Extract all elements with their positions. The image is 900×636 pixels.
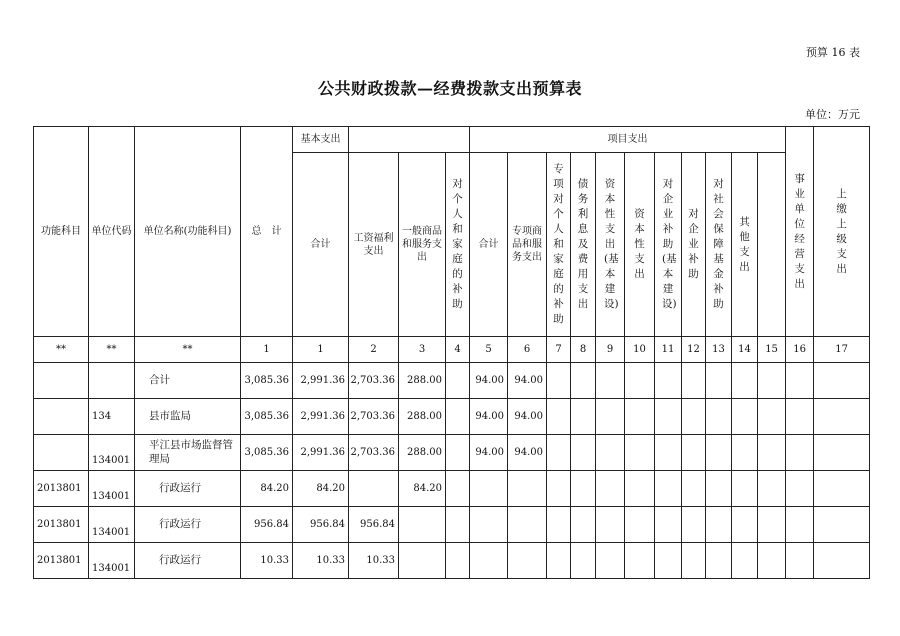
cell-personal bbox=[446, 435, 470, 471]
empty-cell bbox=[571, 507, 596, 543]
index-cell: 12 bbox=[682, 337, 706, 363]
cell-name: 合计 bbox=[135, 363, 241, 399]
cell-goods bbox=[399, 507, 446, 543]
empty-cell bbox=[758, 543, 786, 579]
form-number: 预算 16 表 bbox=[806, 46, 860, 59]
index-cell: 1 bbox=[241, 337, 293, 363]
empty-cell bbox=[571, 471, 596, 507]
cell-name: 行政运行 bbox=[135, 471, 241, 507]
header-basic-blank bbox=[349, 127, 470, 153]
cell-name: 平江县市场监督管理局 bbox=[135, 435, 241, 471]
header-social: 对社会保障基金补助 bbox=[706, 153, 732, 337]
index-cell: 4 bbox=[446, 337, 470, 363]
cell-proj: 94.00 bbox=[470, 399, 508, 435]
header-enterprise-basic: 对企业补助(基本建设) bbox=[655, 153, 682, 337]
empty-cell bbox=[706, 399, 732, 435]
empty-cell bbox=[732, 543, 758, 579]
empty-cell bbox=[786, 435, 814, 471]
cell-wages: 2,703.36 bbox=[349, 435, 399, 471]
header-enterprise: 对企业补助 bbox=[682, 153, 706, 337]
empty-cell bbox=[682, 399, 706, 435]
header-unit-name: 单位名称(功能科目) bbox=[135, 127, 241, 337]
header-basic: 基本支出 bbox=[293, 127, 349, 153]
table-body bbox=[34, 363, 870, 579]
budget-table bbox=[33, 126, 870, 579]
empty-cell bbox=[625, 399, 655, 435]
index-cell: 2 bbox=[349, 337, 399, 363]
table-row bbox=[34, 435, 870, 471]
cell-personal bbox=[446, 363, 470, 399]
cell-goods: 288.00 bbox=[399, 399, 446, 435]
empty-cell bbox=[814, 363, 870, 399]
cell-name: 县市监局 bbox=[135, 399, 241, 435]
empty-cell bbox=[571, 363, 596, 399]
table-row bbox=[34, 399, 870, 435]
empty-cell bbox=[814, 507, 870, 543]
index-cell: 5 bbox=[470, 337, 508, 363]
empty-cell bbox=[814, 543, 870, 579]
cell-personal bbox=[446, 471, 470, 507]
cell-proj: 94.00 bbox=[470, 435, 508, 471]
cell-total: 3,085.36 bbox=[241, 435, 293, 471]
empty-cell bbox=[732, 399, 758, 435]
empty-cell bbox=[596, 435, 625, 471]
empty-cell bbox=[682, 543, 706, 579]
cell-personal bbox=[446, 399, 470, 435]
empty-cell bbox=[682, 507, 706, 543]
empty-cell bbox=[547, 435, 571, 471]
empty-cell bbox=[625, 363, 655, 399]
empty-cell bbox=[814, 435, 870, 471]
header-debt: 债务利息及费用支出 bbox=[571, 153, 596, 337]
index-cell: 6 bbox=[508, 337, 547, 363]
empty-cell bbox=[596, 399, 625, 435]
header-business: 事业单位经营支出 bbox=[786, 127, 814, 337]
page-title: 公共财政拨款—经费拨款支出预算表 bbox=[317, 79, 582, 98]
empty-cell bbox=[655, 543, 682, 579]
header-personal: 对个人和家庭的补助 bbox=[446, 153, 470, 337]
header-func: 功能科目 bbox=[34, 127, 89, 337]
empty-cell bbox=[814, 471, 870, 507]
cell-name: 行政运行 bbox=[135, 543, 241, 579]
cell-wages: 2,703.36 bbox=[349, 363, 399, 399]
empty-cell bbox=[706, 543, 732, 579]
header-unit-code: 单位代码 bbox=[89, 127, 135, 337]
cell-code: 134001 bbox=[89, 435, 135, 471]
cell-name: 行政运行 bbox=[135, 507, 241, 543]
index-cell: ** bbox=[89, 337, 135, 363]
empty-cell bbox=[706, 471, 732, 507]
empty-cell bbox=[786, 507, 814, 543]
empty-cell bbox=[547, 543, 571, 579]
index-cell: ** bbox=[135, 337, 241, 363]
empty-cell bbox=[571, 399, 596, 435]
empty-cell bbox=[758, 435, 786, 471]
cell-code: 134 bbox=[89, 399, 135, 435]
cell-proj bbox=[470, 471, 508, 507]
header-wages: 工资福利支出 bbox=[349, 153, 399, 337]
empty-cell bbox=[655, 471, 682, 507]
header-proj-personal: 专项对个人和家庭的补助 bbox=[547, 153, 571, 337]
cell-func bbox=[34, 363, 89, 399]
cell-proj-goods: 94.00 bbox=[508, 435, 547, 471]
index-cell: 10 bbox=[625, 337, 655, 363]
empty-cell bbox=[786, 543, 814, 579]
empty-cell bbox=[758, 363, 786, 399]
cell-basic: 956.84 bbox=[293, 507, 349, 543]
empty-cell bbox=[655, 435, 682, 471]
index-row bbox=[34, 337, 870, 363]
empty-cell bbox=[625, 471, 655, 507]
cell-proj: 94.00 bbox=[470, 363, 508, 399]
empty-cell bbox=[625, 543, 655, 579]
index-cell: ** bbox=[34, 337, 89, 363]
cell-basic: 2,991.36 bbox=[293, 363, 349, 399]
empty-cell bbox=[547, 471, 571, 507]
cell-func bbox=[34, 435, 89, 471]
empty-cell bbox=[625, 435, 655, 471]
empty-cell bbox=[814, 399, 870, 435]
empty-cell bbox=[758, 471, 786, 507]
cell-personal bbox=[446, 507, 470, 543]
empty-cell bbox=[547, 399, 571, 435]
header-capital: 资本性支出 bbox=[625, 153, 655, 337]
cell-wages: 10.33 bbox=[349, 543, 399, 579]
empty-cell bbox=[786, 471, 814, 507]
index-cell: 16 bbox=[786, 337, 814, 363]
cell-wages: 956.84 bbox=[349, 507, 399, 543]
header-total: 总 计 bbox=[241, 127, 293, 337]
cell-func bbox=[34, 399, 89, 435]
empty-cell bbox=[732, 363, 758, 399]
header-other: 其他支出 bbox=[732, 153, 758, 337]
empty-cell bbox=[596, 543, 625, 579]
empty-cell bbox=[706, 507, 732, 543]
index-cell: 14 bbox=[732, 337, 758, 363]
index-cell: 7 bbox=[547, 337, 571, 363]
header-proj-goods: 专项商品和服务支出 bbox=[508, 153, 547, 337]
cell-goods: 288.00 bbox=[399, 435, 446, 471]
cell-func: 2013801 bbox=[34, 543, 89, 579]
index-cell: 11 bbox=[655, 337, 682, 363]
cell-basic: 2,991.36 bbox=[293, 435, 349, 471]
cell-code: 134001 bbox=[89, 507, 135, 543]
empty-cell bbox=[682, 471, 706, 507]
empty-cell bbox=[547, 363, 571, 399]
header-upper: 上缴上级支出 bbox=[814, 127, 870, 337]
cell-code: 134001 bbox=[89, 471, 135, 507]
header-capital-basic: 资本性支出(基本建设) bbox=[596, 153, 625, 337]
index-cell: 1 bbox=[293, 337, 349, 363]
empty-cell bbox=[655, 507, 682, 543]
header-proj-total: 合计 bbox=[470, 153, 508, 337]
cell-total: 956.84 bbox=[241, 507, 293, 543]
cell-total: 84.20 bbox=[241, 471, 293, 507]
empty-cell bbox=[732, 435, 758, 471]
cell-basic: 10.33 bbox=[293, 543, 349, 579]
cell-proj bbox=[470, 543, 508, 579]
empty-cell bbox=[625, 507, 655, 543]
empty-cell bbox=[547, 507, 571, 543]
cell-proj-goods bbox=[508, 507, 547, 543]
cell-func: 2013801 bbox=[34, 507, 89, 543]
empty-cell bbox=[758, 507, 786, 543]
cell-basic: 84.20 bbox=[293, 471, 349, 507]
table-row bbox=[34, 507, 870, 543]
empty-cell bbox=[596, 363, 625, 399]
cell-total: 3,085.36 bbox=[241, 399, 293, 435]
empty-cell bbox=[758, 399, 786, 435]
empty-cell bbox=[655, 363, 682, 399]
cell-proj-goods: 94.00 bbox=[508, 363, 547, 399]
cell-wages bbox=[349, 471, 399, 507]
empty-cell bbox=[732, 507, 758, 543]
empty-cell bbox=[682, 435, 706, 471]
cell-proj-goods bbox=[508, 543, 547, 579]
empty-cell bbox=[596, 471, 625, 507]
cell-code: 134001 bbox=[89, 543, 135, 579]
empty-cell bbox=[571, 543, 596, 579]
cell-goods: 84.20 bbox=[399, 471, 446, 507]
header-project: 项目支出 bbox=[470, 127, 786, 153]
empty-cell bbox=[596, 507, 625, 543]
unit-label: 单位：万元 bbox=[805, 108, 860, 121]
empty-cell bbox=[786, 399, 814, 435]
empty-cell bbox=[682, 363, 706, 399]
empty-cell bbox=[655, 399, 682, 435]
table-row bbox=[34, 543, 870, 579]
table-row bbox=[34, 471, 870, 507]
cell-proj-goods: 94.00 bbox=[508, 399, 547, 435]
empty-cell bbox=[706, 363, 732, 399]
cell-wages: 2,703.36 bbox=[349, 399, 399, 435]
index-cell: 17 bbox=[814, 337, 870, 363]
table-row bbox=[34, 363, 870, 399]
index-cell: 9 bbox=[596, 337, 625, 363]
index-cell: 13 bbox=[706, 337, 732, 363]
index-cell: 8 bbox=[571, 337, 596, 363]
cell-code bbox=[89, 363, 135, 399]
cell-func: 2013801 bbox=[34, 471, 89, 507]
header-basic-total: 合计 bbox=[293, 153, 349, 337]
empty-cell bbox=[732, 471, 758, 507]
index-cell: 15 bbox=[758, 337, 786, 363]
empty-cell bbox=[706, 435, 732, 471]
empty-cell bbox=[786, 363, 814, 399]
header-goods: 一般商品和服务支出 bbox=[399, 153, 446, 337]
cell-personal bbox=[446, 543, 470, 579]
cell-total: 3,085.36 bbox=[241, 363, 293, 399]
cell-goods bbox=[399, 543, 446, 579]
cell-proj bbox=[470, 507, 508, 543]
index-cell: 3 bbox=[399, 337, 446, 363]
empty-cell bbox=[571, 435, 596, 471]
cell-goods: 288.00 bbox=[399, 363, 446, 399]
cell-total: 10.33 bbox=[241, 543, 293, 579]
cell-proj-goods bbox=[508, 471, 547, 507]
cell-basic: 2,991.36 bbox=[293, 399, 349, 435]
